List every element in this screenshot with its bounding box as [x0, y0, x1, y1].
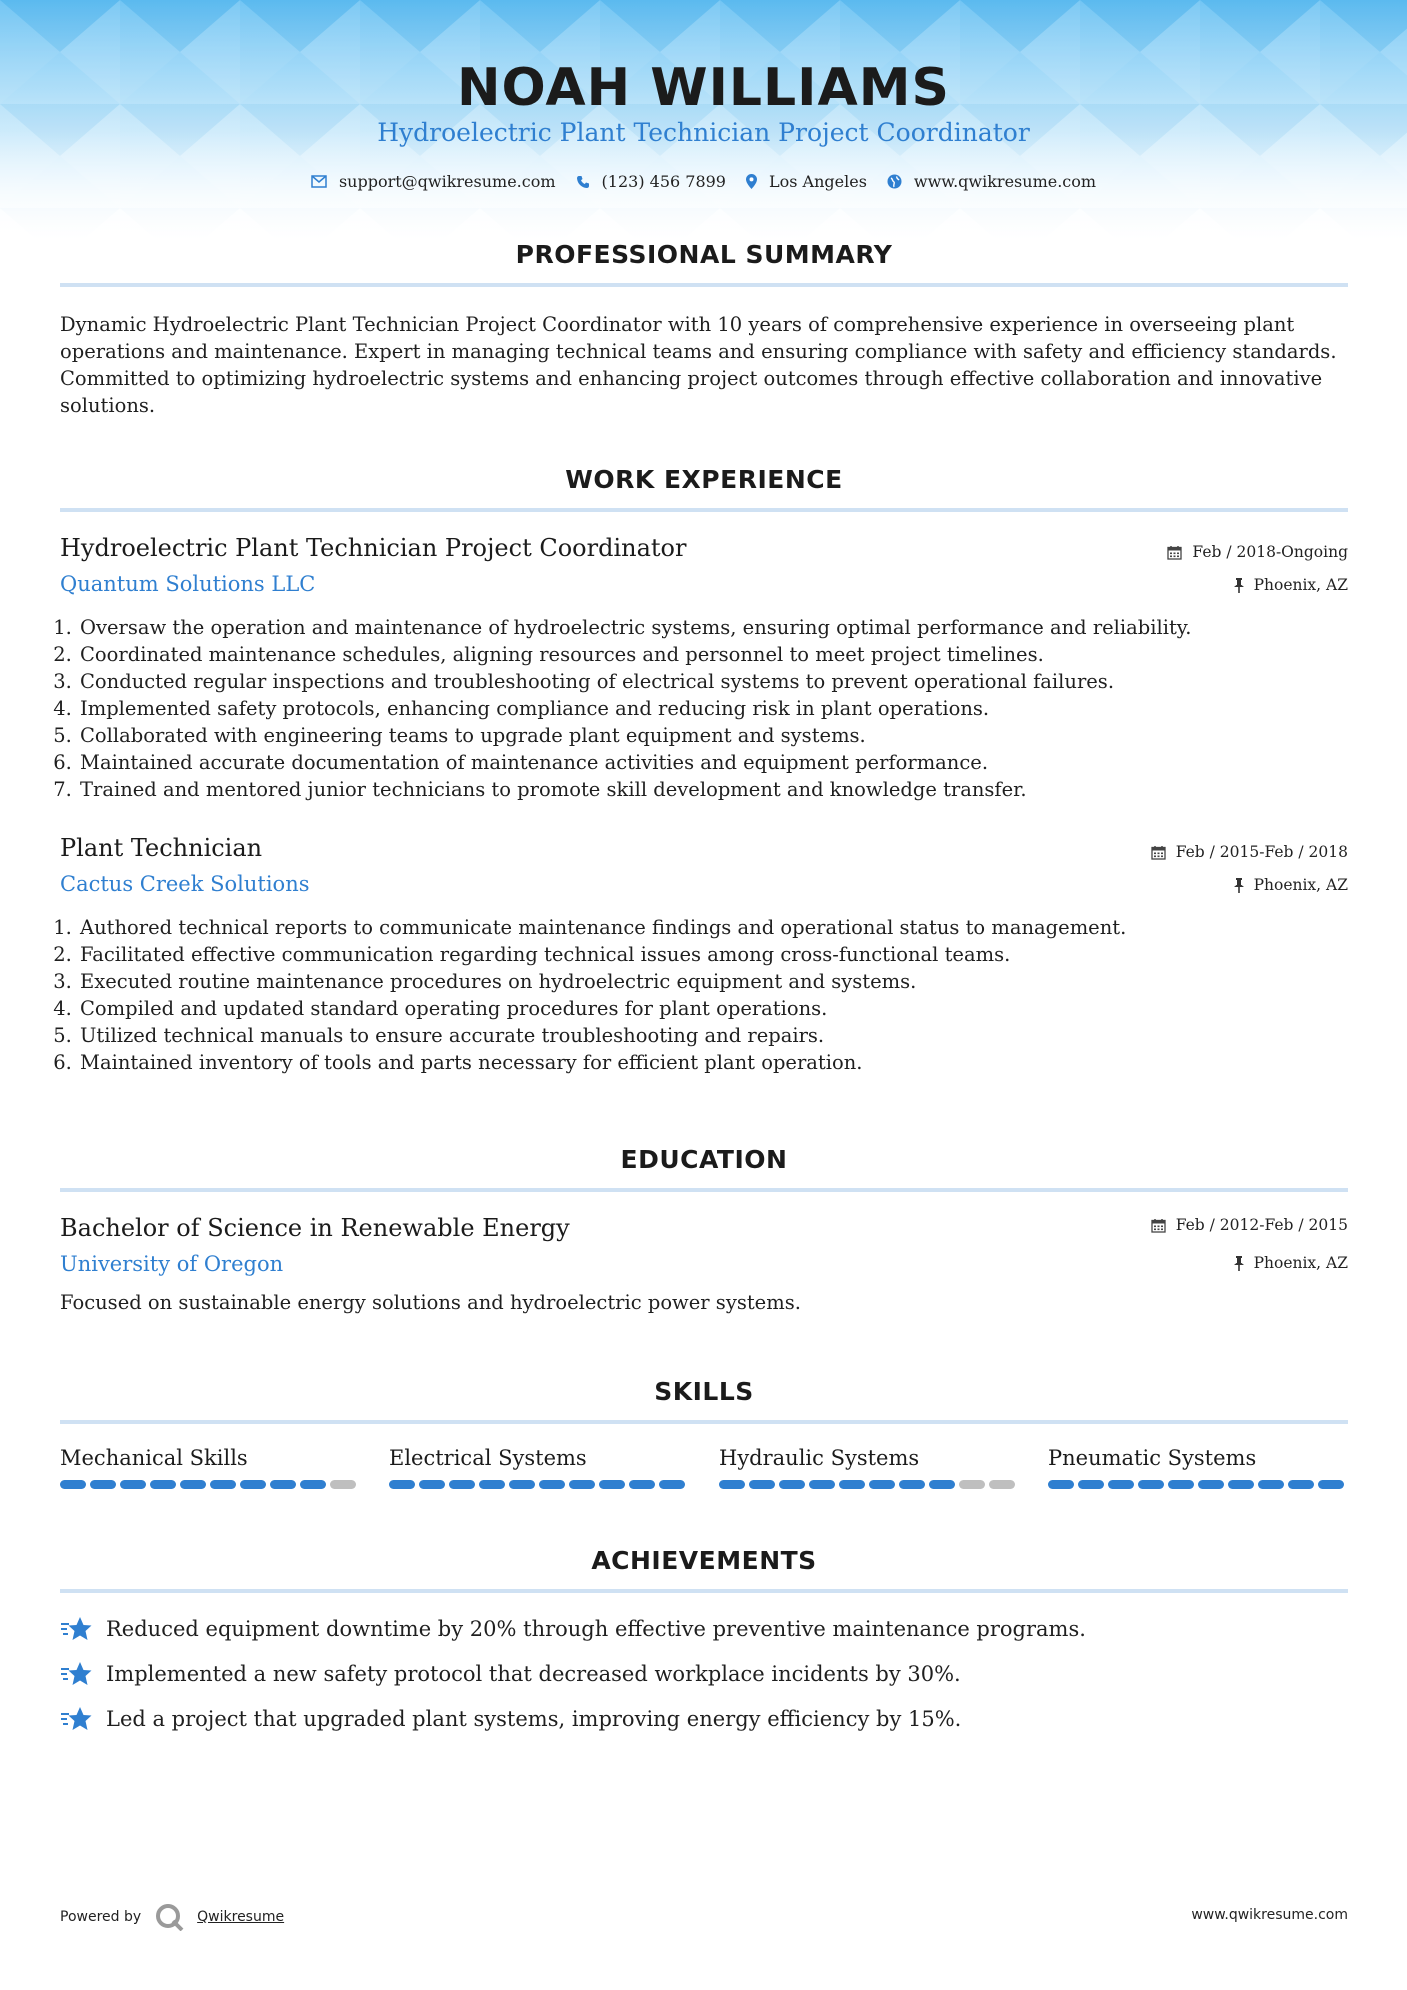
contact-phone[interactable]	[576, 172, 726, 191]
skill-level-segment	[839, 1480, 865, 1489]
map-pin-icon	[746, 174, 757, 189]
skill-level-segment	[989, 1480, 1015, 1489]
education-heading: EDUCATION	[620, 1145, 788, 1174]
skill-level-segment	[449, 1480, 475, 1489]
star-icon	[60, 1660, 92, 1688]
job-dates-text: Feb / 2015-Feb / 2018	[1175, 843, 1348, 861]
contact-website[interactable]	[887, 172, 1096, 191]
skill-level-segment	[1198, 1480, 1224, 1489]
list-item: 5. Utilized technical manuals to ensure accurate troubleshooting and repairs.	[78, 1022, 1368, 1049]
skill-level-segment	[749, 1480, 775, 1489]
skill-level-segment	[210, 1480, 236, 1489]
skill-item	[1048, 1446, 1348, 1489]
skill-level-segment	[1288, 1480, 1314, 1489]
skill-level-segment	[330, 1480, 356, 1489]
skill-rating-bar	[60, 1480, 360, 1489]
contact-email[interactable]	[311, 172, 556, 191]
degree-title: Bachelor of Science in Renewable Energy	[60, 1214, 570, 1242]
skill-level-segment	[300, 1480, 326, 1489]
skill-level-segment	[270, 1480, 296, 1489]
list-item: 4. Implemented safety protocols, enhancing compliance and reducing risk in plant operations.	[78, 695, 1368, 722]
list-item: 7. Trained and mentored junior technicians to promote skill development and knowledge transfer.	[78, 776, 1368, 803]
footer-website[interactable]: www.qwikresume.com	[1191, 1907, 1348, 1923]
skill-level-segment	[929, 1480, 955, 1489]
pushpin-icon	[1234, 1256, 1244, 1271]
contact-location	[746, 172, 867, 191]
job-dates-text: Feb / 2018-Ongoing	[1192, 543, 1348, 561]
education-location	[1234, 1254, 1348, 1272]
skill-rating-bar	[1048, 1480, 1348, 1489]
company-name: Quantum Solutions LLC	[60, 572, 316, 596]
skill-level-segment	[1168, 1480, 1194, 1489]
job-location	[1234, 576, 1348, 594]
job-location-text: Phoenix, AZ	[1253, 576, 1348, 594]
envelope-icon	[311, 175, 327, 188]
phone-text: (123) 456 7899	[601, 172, 726, 191]
skill-level-segment	[389, 1480, 415, 1489]
list-item: 1. Oversaw the operation and maintenance of hydroelectric systems, ensuring optimal performance and reliability.	[78, 614, 1368, 641]
skill-level-segment	[509, 1480, 535, 1489]
education-location-text: Phoenix, AZ	[1253, 1254, 1348, 1272]
email-text: support@qwikresume.com	[338, 172, 556, 191]
list-item: 1. Authored technical reports to communicate maintenance findings and operational status to management.	[78, 914, 1368, 941]
job-location-text: Phoenix, AZ	[1253, 876, 1348, 894]
list-item: 2. Facilitated effective communication regarding technical issues among cross-functional teams.	[78, 941, 1368, 968]
star-icon	[60, 1705, 92, 1733]
achievements-heading: ACHIEVEMENTS	[591, 1546, 817, 1575]
achievement-text: Reduced equipment downtime by 20% through effective preventive maintenance programs.	[106, 1617, 1086, 1641]
summary-text: Dynamic Hydroelectric Plant Technician Project Coordinator with 10 years of comprehensive experience in overseeing plant operations and maintenance. Expert in managing technical teams and ensuring compliance with safety and efficiency standards. Committed to optimizing hydroelectric systems and enhancing project outcomes through effective collaboration and innovative solutions.	[60, 313, 1337, 417]
education-description: Focused on sustainable energy solutions and hydroelectric power systems.	[60, 1291, 801, 1314]
pushpin-icon	[1234, 878, 1244, 893]
skill-level-segment	[569, 1480, 595, 1489]
globe-icon	[887, 174, 902, 189]
skill-level-segment	[779, 1480, 805, 1489]
star-icon	[60, 1615, 92, 1643]
skill-name: Pneumatic Systems	[1048, 1446, 1257, 1470]
skills-divider	[60, 1420, 1348, 1424]
education-dates-text: Feb / 2012-Feb / 2015	[1175, 1216, 1348, 1234]
education-divider	[60, 1188, 1348, 1192]
summary-heading: PROFESSIONAL SUMMARY	[515, 240, 893, 269]
achievements-divider	[60, 1589, 1348, 1593]
job-dates	[1151, 843, 1348, 861]
skill-item	[389, 1446, 689, 1489]
skill-level-segment	[1078, 1480, 1104, 1489]
skill-level-segment	[959, 1480, 985, 1489]
resume-header	[0, 0, 1407, 240]
skills-heading: SKILLS	[654, 1377, 754, 1406]
company-name: Cactus Creek Solutions	[60, 872, 310, 896]
achievement-text: Implemented a new safety protocol that decreased workplace incidents by 30%.	[106, 1662, 961, 1686]
footer-powered-by	[60, 1903, 284, 1931]
website-text: www.qwikresume.com	[913, 172, 1097, 191]
experience-divider	[60, 508, 1348, 512]
job-responsibilities	[60, 914, 1368, 1076]
skill-level-segment	[599, 1480, 625, 1489]
skill-level-segment	[419, 1480, 445, 1489]
achievement-item	[60, 1660, 961, 1688]
powered-by-label: Powered by	[60, 1909, 142, 1925]
list-item: 6. Maintained accurate documentation of maintenance activities and equipment performance.	[78, 749, 1368, 776]
job-responsibilities	[60, 614, 1368, 803]
list-item: 2. Coordinated maintenance schedules, aligning resources and personnel to meet project timelines.	[78, 641, 1368, 668]
job-dates	[1167, 543, 1348, 561]
skill-level-segment	[899, 1480, 925, 1489]
achievement-item	[60, 1615, 1086, 1643]
pushpin-icon	[1234, 578, 1244, 593]
skill-name: Electrical Systems	[389, 1446, 587, 1470]
list-item: 3. Conducted regular inspections and troubleshooting of electrical systems to prevent operational failures.	[78, 668, 1368, 695]
list-item: 6. Maintained inventory of tools and parts necessary for efficient plant operation.	[78, 1049, 1368, 1076]
skill-level-segment	[809, 1480, 835, 1489]
skill-item	[60, 1446, 360, 1489]
achievement-item	[60, 1705, 961, 1733]
school-name: University of Oregon	[60, 1252, 284, 1276]
calendar-icon	[1151, 845, 1166, 860]
calendar-icon	[1167, 545, 1182, 560]
skill-level-segment	[240, 1480, 266, 1489]
candidate-title: Hydroelectric Plant Technician Project Coordinator	[377, 118, 1030, 147]
job-title: Hydroelectric Plant Technician Project Coordinator	[60, 534, 687, 562]
calendar-icon	[1151, 1218, 1166, 1233]
skill-level-segment	[1108, 1480, 1134, 1489]
skill-level-segment	[90, 1480, 116, 1489]
list-item: 4. Compiled and updated standard operating procedures for plant operations.	[78, 995, 1368, 1022]
skill-level-segment	[869, 1480, 895, 1489]
location-text: Los Angeles	[768, 172, 867, 191]
skill-level-segment	[539, 1480, 565, 1489]
skill-item	[719, 1446, 1019, 1489]
education-dates	[1151, 1216, 1348, 1234]
skill-level-segment	[1138, 1480, 1164, 1489]
skill-level-segment	[60, 1480, 86, 1489]
skill-level-segment	[659, 1480, 685, 1489]
skill-level-segment	[1228, 1480, 1254, 1489]
experience-heading: WORK EXPERIENCE	[565, 465, 843, 494]
qwikresume-logo-icon	[155, 1903, 185, 1931]
achievement-text: Led a project that upgraded plant systems, improving energy efficiency by 15%.	[106, 1707, 962, 1731]
skill-level-segment	[719, 1480, 745, 1489]
brand-link[interactable]: Qwikresume	[197, 1909, 285, 1925]
skill-rating-bar	[389, 1480, 689, 1489]
skill-level-segment	[1258, 1480, 1284, 1489]
skill-name: Hydraulic Systems	[719, 1446, 920, 1470]
skill-rating-bar	[719, 1480, 1019, 1489]
contact-bar	[0, 172, 1407, 191]
list-item: 5. Collaborated with engineering teams to upgrade plant equipment and systems.	[78, 722, 1368, 749]
skill-level-segment	[150, 1480, 176, 1489]
list-item: 3. Executed routine maintenance procedures on hydroelectric equipment and systems.	[78, 968, 1368, 995]
skill-name: Mechanical Skills	[60, 1446, 248, 1470]
phone-icon	[576, 175, 590, 189]
job-title: Plant Technician	[60, 834, 263, 862]
skill-level-segment	[629, 1480, 655, 1489]
skill-level-segment	[180, 1480, 206, 1489]
skill-level-segment	[1048, 1480, 1074, 1489]
candidate-name: NOAH WILLIAMS	[457, 58, 950, 118]
skill-level-segment	[120, 1480, 146, 1489]
skill-level-segment	[1318, 1480, 1344, 1489]
skill-level-segment	[479, 1480, 505, 1489]
summary-divider	[60, 283, 1348, 287]
job-location	[1234, 876, 1348, 894]
